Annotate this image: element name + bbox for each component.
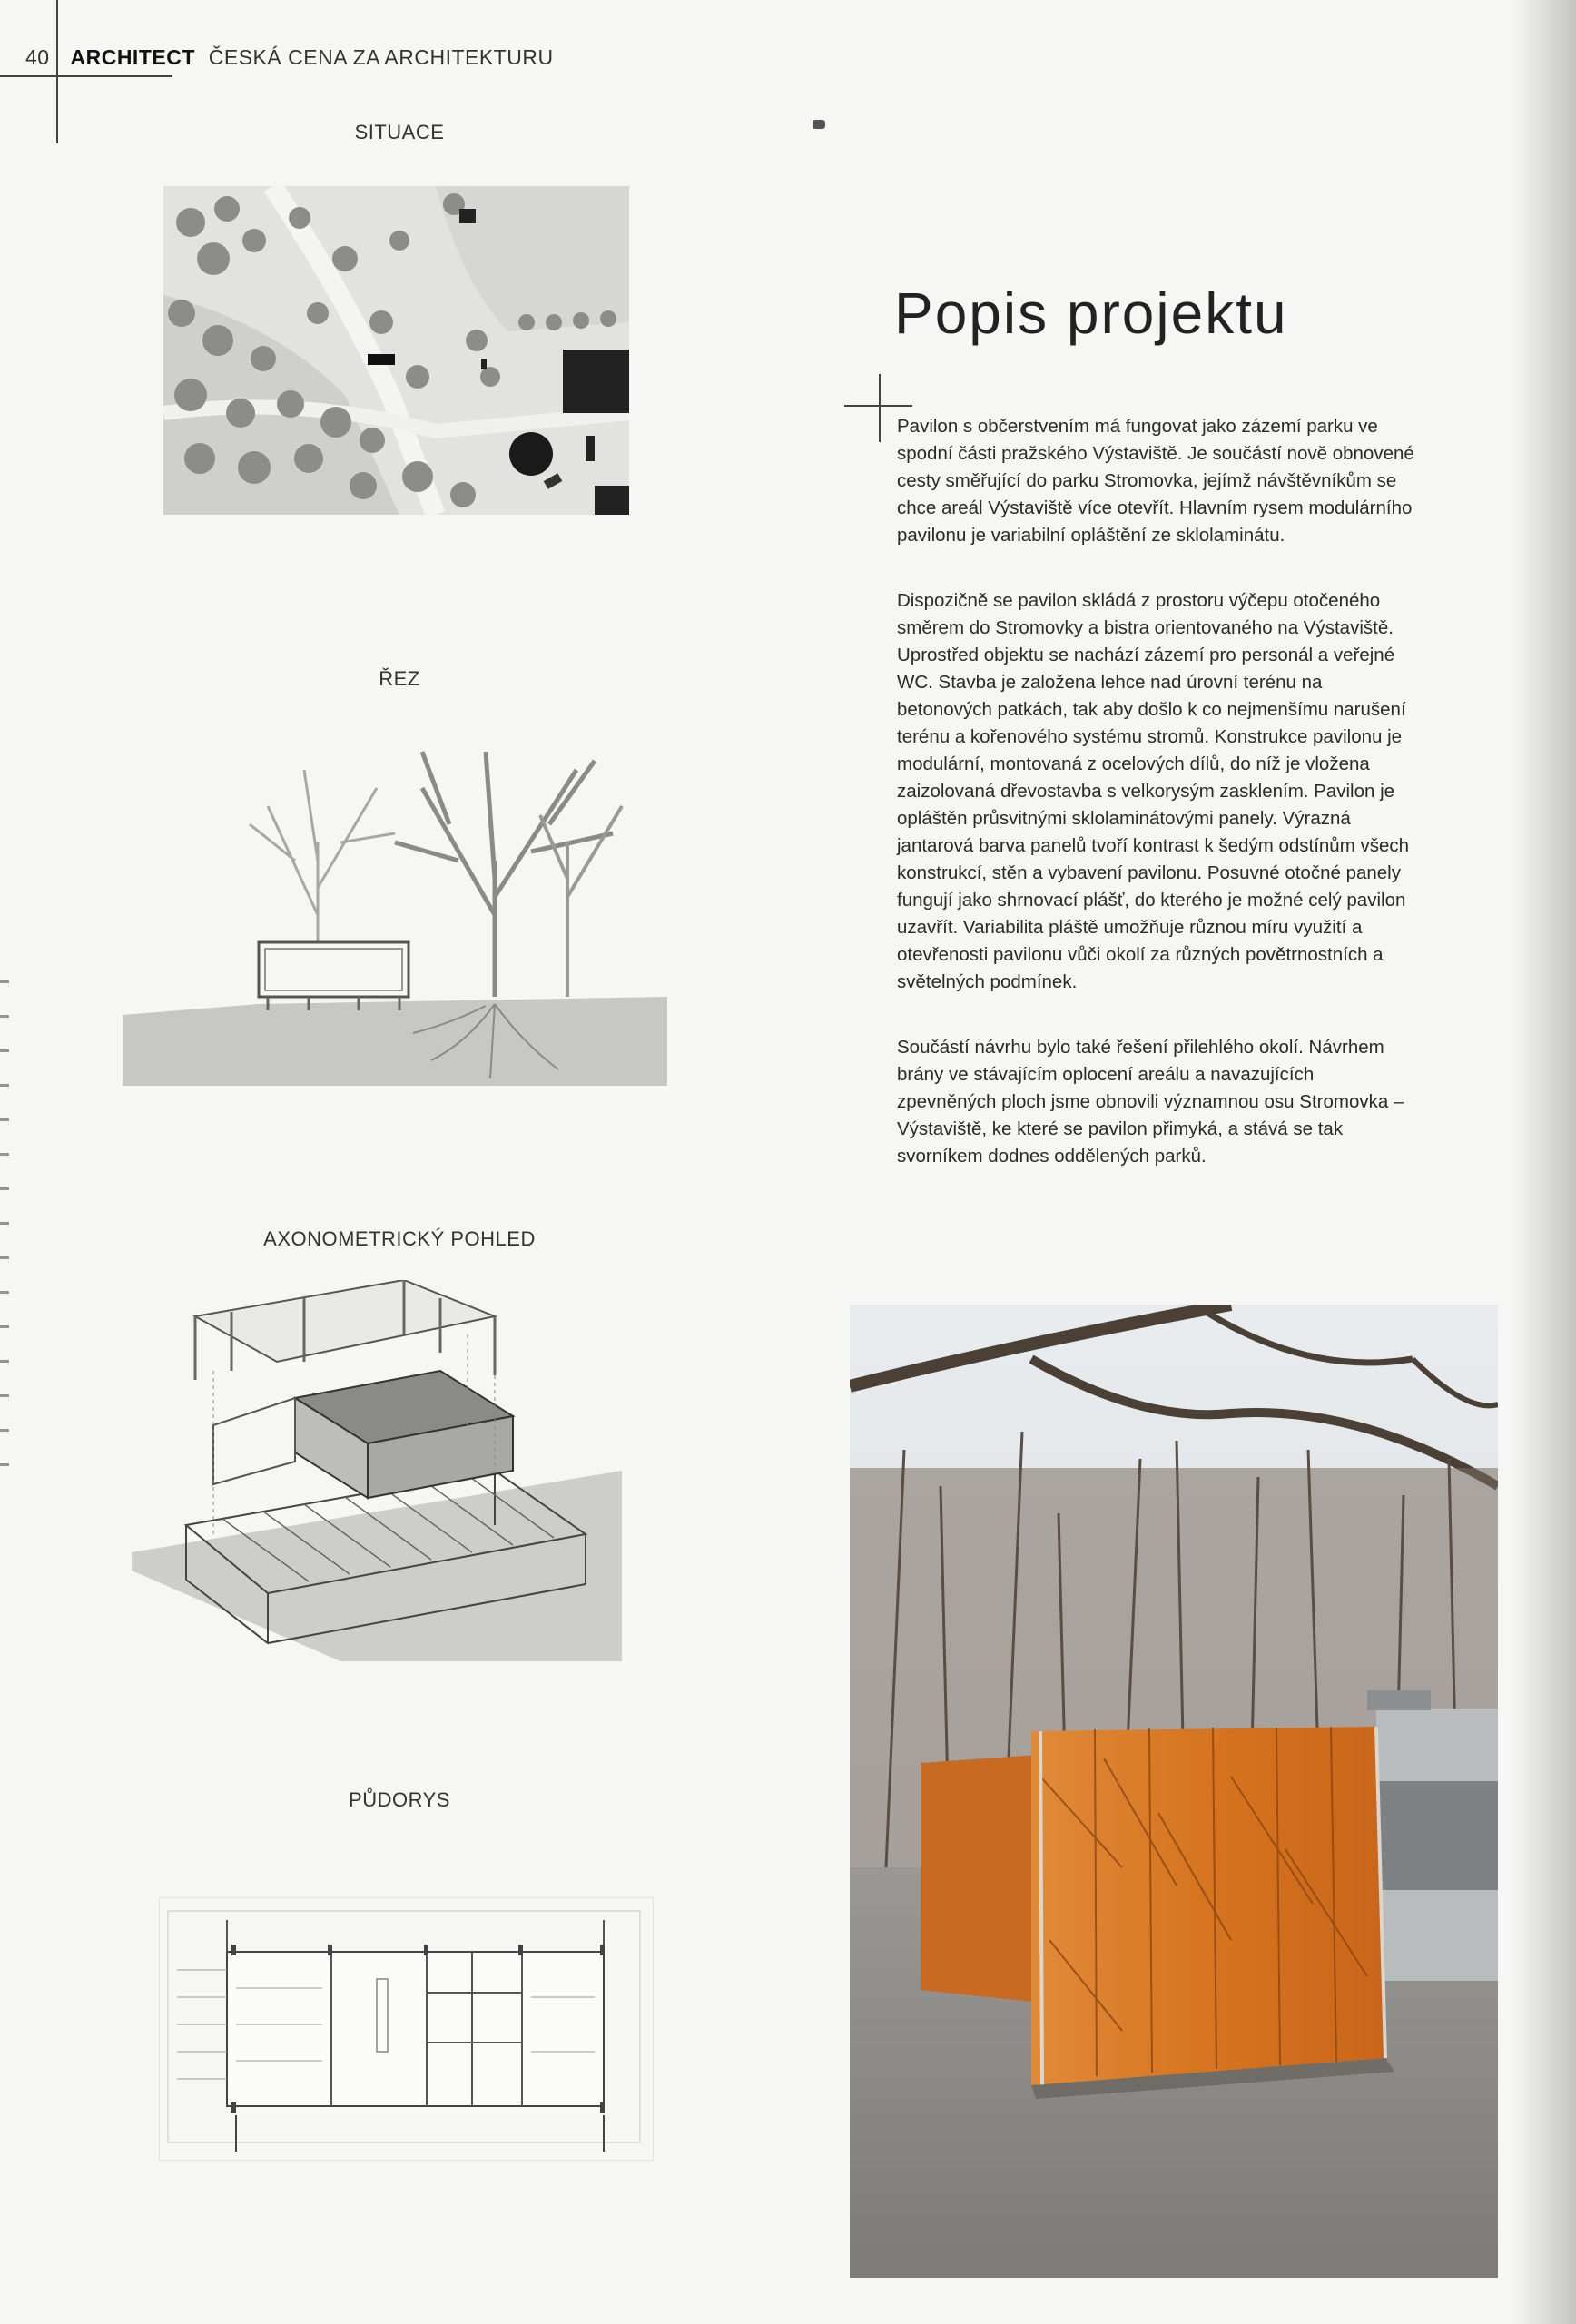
axonometric-figure [132, 1280, 631, 1661]
caption-pudorys: PŮDORYS [349, 1788, 450, 1811]
section-drawing-figure [123, 734, 667, 1086]
article-body [897, 413, 1414, 1208]
print-speck [813, 120, 825, 129]
article-title: Popis projektu [894, 281, 1288, 346]
article-paragraph-3: Součástí návrhu bylo také řešení přilehlého okolí. Návrhem brány ve stávajícím oplocení areálu a navazujících zpevněných ploch jsme obnovili významnou osu Stromovka – Výstaviště, ke které se pavilon přimyká, a stává se tak svorníkem dodnes oddělených parků. [897, 1037, 1404, 1167]
caption-situace: SITUACE [354, 121, 445, 143]
magazine-section: ČESKÁ CENA ZA ARCHITEKTURU [208, 45, 554, 69]
page-gutter-shadow [1512, 0, 1576, 2324]
floor-plan-figure [159, 1897, 654, 2161]
title-crop-mark-vertical [879, 374, 881, 442]
caption-rez: ŘEZ [379, 667, 420, 690]
site-plan-figure [163, 186, 629, 515]
page-number: 40 [25, 45, 50, 69]
magazine-brand: ARCHITECT [70, 45, 195, 69]
article-paragraph-2: Dispozičně se pavilon skládá z prostoru výčepu otočeného směrem do Stromovky a bistra orientovaného na Výstaviště. Uprostřed objektu se nachází zázemí pro personál a veřejné WC. Stavba je založena lehce nad úrovní terénu na betonových patkách, tak aby došlo k co nejmenšímu narušení terénu a kořenového systému stromů. Konstrukce pavilonu je modulární, montovaná z ocelových dílů, do níž je vložena zaizolovaná dřevostavba s velkorysým zasklením. Pavilon je opláštěn průsvitnými sklolaminátovými panely. Výrazná jantarová barva panelů tvoří kontrast k šedým odstínům všech konstrukcí, stěn a vybavení pavilonu. Posuvné otočné panely fungují jako shrnovací plášť, do kterého je možné celý pavilon uzavřít. Variabilita pláště umožňuje různou míru využití a otevřenosti pavilonu vůči okolí za různých povětrnostních a světelných podmínek. [897, 590, 1410, 992]
article-paragraph-1: Pavilon s občerstvením má fungovat jako zázemí parku ve spodní části pražského Výstaviště. Je součástí nově obnovené cesty směřující do parku Stromovka, jejímž návštěvníkům se chce areál Výstaviště více otevřít. Hlavním rysem modulárního pavilonu je variabilní opláštění ze sklolaminátu. [897, 416, 1414, 546]
page-header [25, 45, 554, 70]
title-crop-mark-horizontal [844, 405, 912, 407]
pavilion-photo [850, 1305, 1498, 2278]
header-horizontal-rule [0, 75, 172, 77]
caption-axonometric: AXONOMETRICKÝ POHLED [263, 1227, 536, 1250]
